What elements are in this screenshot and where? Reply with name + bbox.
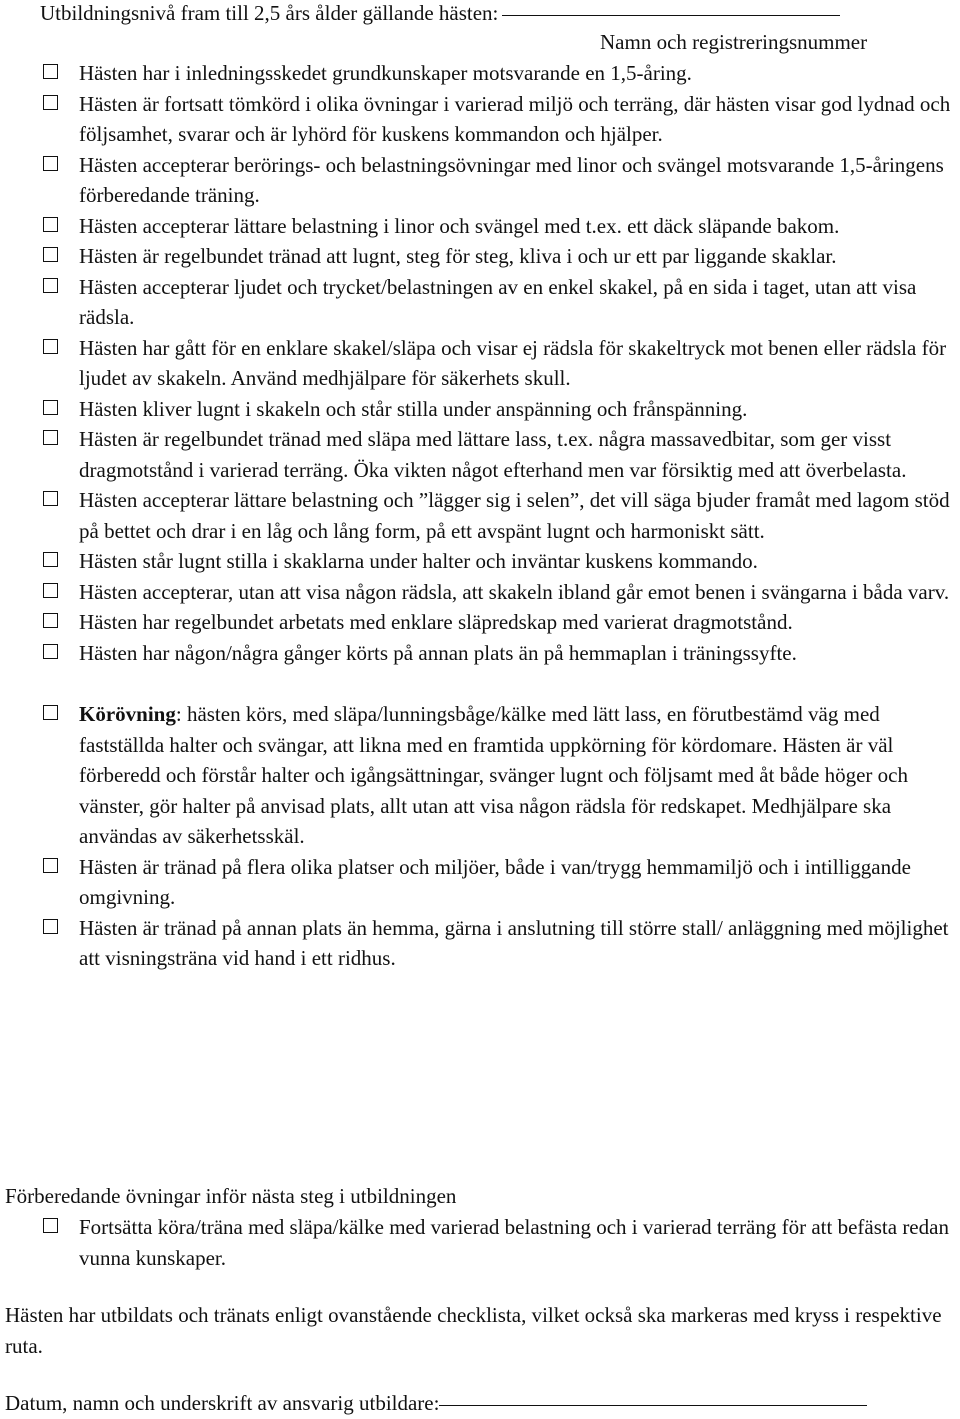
checklist-item: [40, 546, 960, 577]
checkbox[interactable]: [43, 247, 58, 262]
checklist-item-text: Hästen accepterar, utan att visa någon rädsla, att skakeln ibland går emot benen i svängarna i båda varv.: [79, 579, 950, 604]
signature-label: Datum, namn och underskrift av ansvarig utbildare:: [5, 1391, 440, 1415]
checkbox[interactable]: [43, 583, 58, 598]
checklist-item: [40, 607, 960, 638]
checkbox[interactable]: [43, 400, 58, 415]
korovning-text: : hästen körs, med släpa/lunningsbåge/kälke med lätt lass, en förutbestämd väg med fastställda halter och svängar, att likna med en framtida uppkörning för kördomare. Hästen är väl förberedd och förstår halter och igångsättningar, svänger lugnt och följsamt med åt både höger och vänster, gör halter på anvisad plats, allt utan att visa någon rädsla för redskapet. Medhjälpare ska användas av säkerhetsskäl.: [79, 702, 908, 848]
checkbox[interactable]: [43, 705, 58, 720]
prep-item: [40, 1212, 960, 1273]
signature-field[interactable]: [439, 1404, 867, 1406]
checkbox[interactable]: [43, 156, 58, 171]
checklist-item: [40, 577, 960, 608]
checklist-item-text: Hästen har någon/några gånger körts på annan plats än på hemmaplan i träningssyfte.: [79, 640, 797, 665]
checklist-item-text: Hästen är fortsatt tömkörd i olika övningar i varierad miljö och terräng, där hästen visar god lydnad och följsamhet, svarar och är lyhörd för kuskens kommandon och hjälper.: [79, 91, 951, 146]
checklist-item-text: Hästen är tränad på flera olika platser och miljöer, både i van/trygg hemmamiljö och i intilliggande omgivning.: [79, 854, 911, 909]
checkbox[interactable]: [43, 552, 58, 567]
header-title: Utbildningsnivå fram till 2,5 års ålder gällande hästen:: [40, 1, 499, 25]
checklist-item: [40, 485, 960, 546]
checklist-item: [40, 424, 960, 485]
checklist: [40, 58, 960, 974]
closing-paragraph: Hästen har utbildats och tränats enligt ovanstående checklista, vilket också ska markeras med kryss i respektive ruta.: [5, 1303, 942, 1358]
header-title-line: [40, 0, 950, 29]
checkbox[interactable]: [43, 613, 58, 628]
checklist-item-text: Hästen accepterar lättare belastning i linor och svängel med t.ex. ett däck släpande bakom.: [79, 213, 840, 238]
checkbox[interactable]: [43, 339, 58, 354]
checkbox[interactable]: [43, 919, 58, 934]
prep-heading: Förberedande övningar inför nästa steg i utbildningen: [5, 1184, 457, 1208]
checklist-item: [40, 89, 960, 150]
checklist-item-text: Hästen har regelbundet arbetats med enklare släpredskap med varierat dragmotstånd.: [79, 610, 793, 634]
checklist-item-text: Hästen kliver lugnt i skakeln och står stilla under anspänning och frånspänning.: [79, 396, 748, 421]
checklist-item-text: Hästen accepterar berörings- och belastningsövningar med linor och svängel motsvarande 1,5-åringens förberedande träning.: [79, 152, 944, 207]
checklist-item: [40, 272, 960, 333]
checklist-item-text: Hästen är regelbundet tränad att lugnt, steg för steg, kliva i och ur ett par liggande skaklar.: [79, 244, 837, 268]
checkbox[interactable]: [43, 278, 58, 293]
checklist-item: [40, 852, 960, 913]
checklist-item: [40, 333, 960, 394]
prep-item-text: Fortsätta köra/träna med släpa/kälke med varierad belastning och i varierad terräng för att befästa redan vunna kunskaper.: [79, 1215, 949, 1270]
field-caption: Namn och registreringsnummer: [600, 30, 868, 54]
checklist-item-text: Hästen accepterar ljudet och trycket/belastningen av en enkel skakel, på en sida i taget, utan att visa rädsla.: [79, 274, 917, 329]
checklist-item-text: Hästen accepterar lättare belastning och ”lägger sig i selen”, det vill säga bjuder framåt med lagom stöd på bettet och drar i en låg och lång form, på ett avspänt lugnt och harmoniskt sätt.: [79, 488, 950, 543]
signature-line: [5, 1388, 867, 1419]
checkbox[interactable]: [43, 644, 58, 659]
prep-list: [40, 1212, 960, 1273]
checklist-item: [40, 241, 960, 272]
checklist-item-text: Hästen är tränad på annan plats än hemma, gärna i anslutning till större stall/ anläggning med möjlighet att visningsträna vid hand i ett ridhus.: [79, 915, 949, 970]
checklist-item: [40, 211, 960, 242]
checklist-item: [40, 58, 960, 89]
checklist-item: [40, 150, 960, 211]
korovning-term: Körövning: [79, 702, 176, 726]
checklist-item: [40, 913, 960, 974]
checklist-item-text: Hästen står lugnt stilla i skaklarna under halter och inväntar kuskens kommando.: [79, 549, 758, 573]
checkbox[interactable]: [43, 217, 58, 232]
checkbox[interactable]: [43, 1218, 58, 1233]
checkbox[interactable]: [43, 491, 58, 506]
name-registration-field[interactable]: [502, 14, 840, 16]
checklist-item-text: Hästen har i inledningsskedet grundkunskaper motsvarande en 1,5-åring.: [79, 61, 692, 85]
checklist-item: [40, 394, 960, 425]
checkbox[interactable]: [43, 95, 58, 110]
checkbox[interactable]: [43, 430, 58, 445]
checklist-item-text: Hästen är regelbundet tränad med släpa med lättare lass, t.ex. några massavedbitar, som ger visst dragmotstånd i varierad terräng. Öka vikten något efterhand men var försiktig med att överbelasta.: [79, 427, 907, 482]
checklist-item-text: Hästen har gått för en enklare skakel/släpa och visar ej rädsla för skakeltryck mot benen eller rädsla för ljudet av skakeln. Använd medhjälpare för säkerhets skull.: [79, 335, 947, 390]
checkbox[interactable]: [43, 858, 58, 873]
checkbox[interactable]: [43, 64, 58, 79]
korovning-item: [40, 699, 960, 852]
checklist-item: [40, 638, 960, 669]
